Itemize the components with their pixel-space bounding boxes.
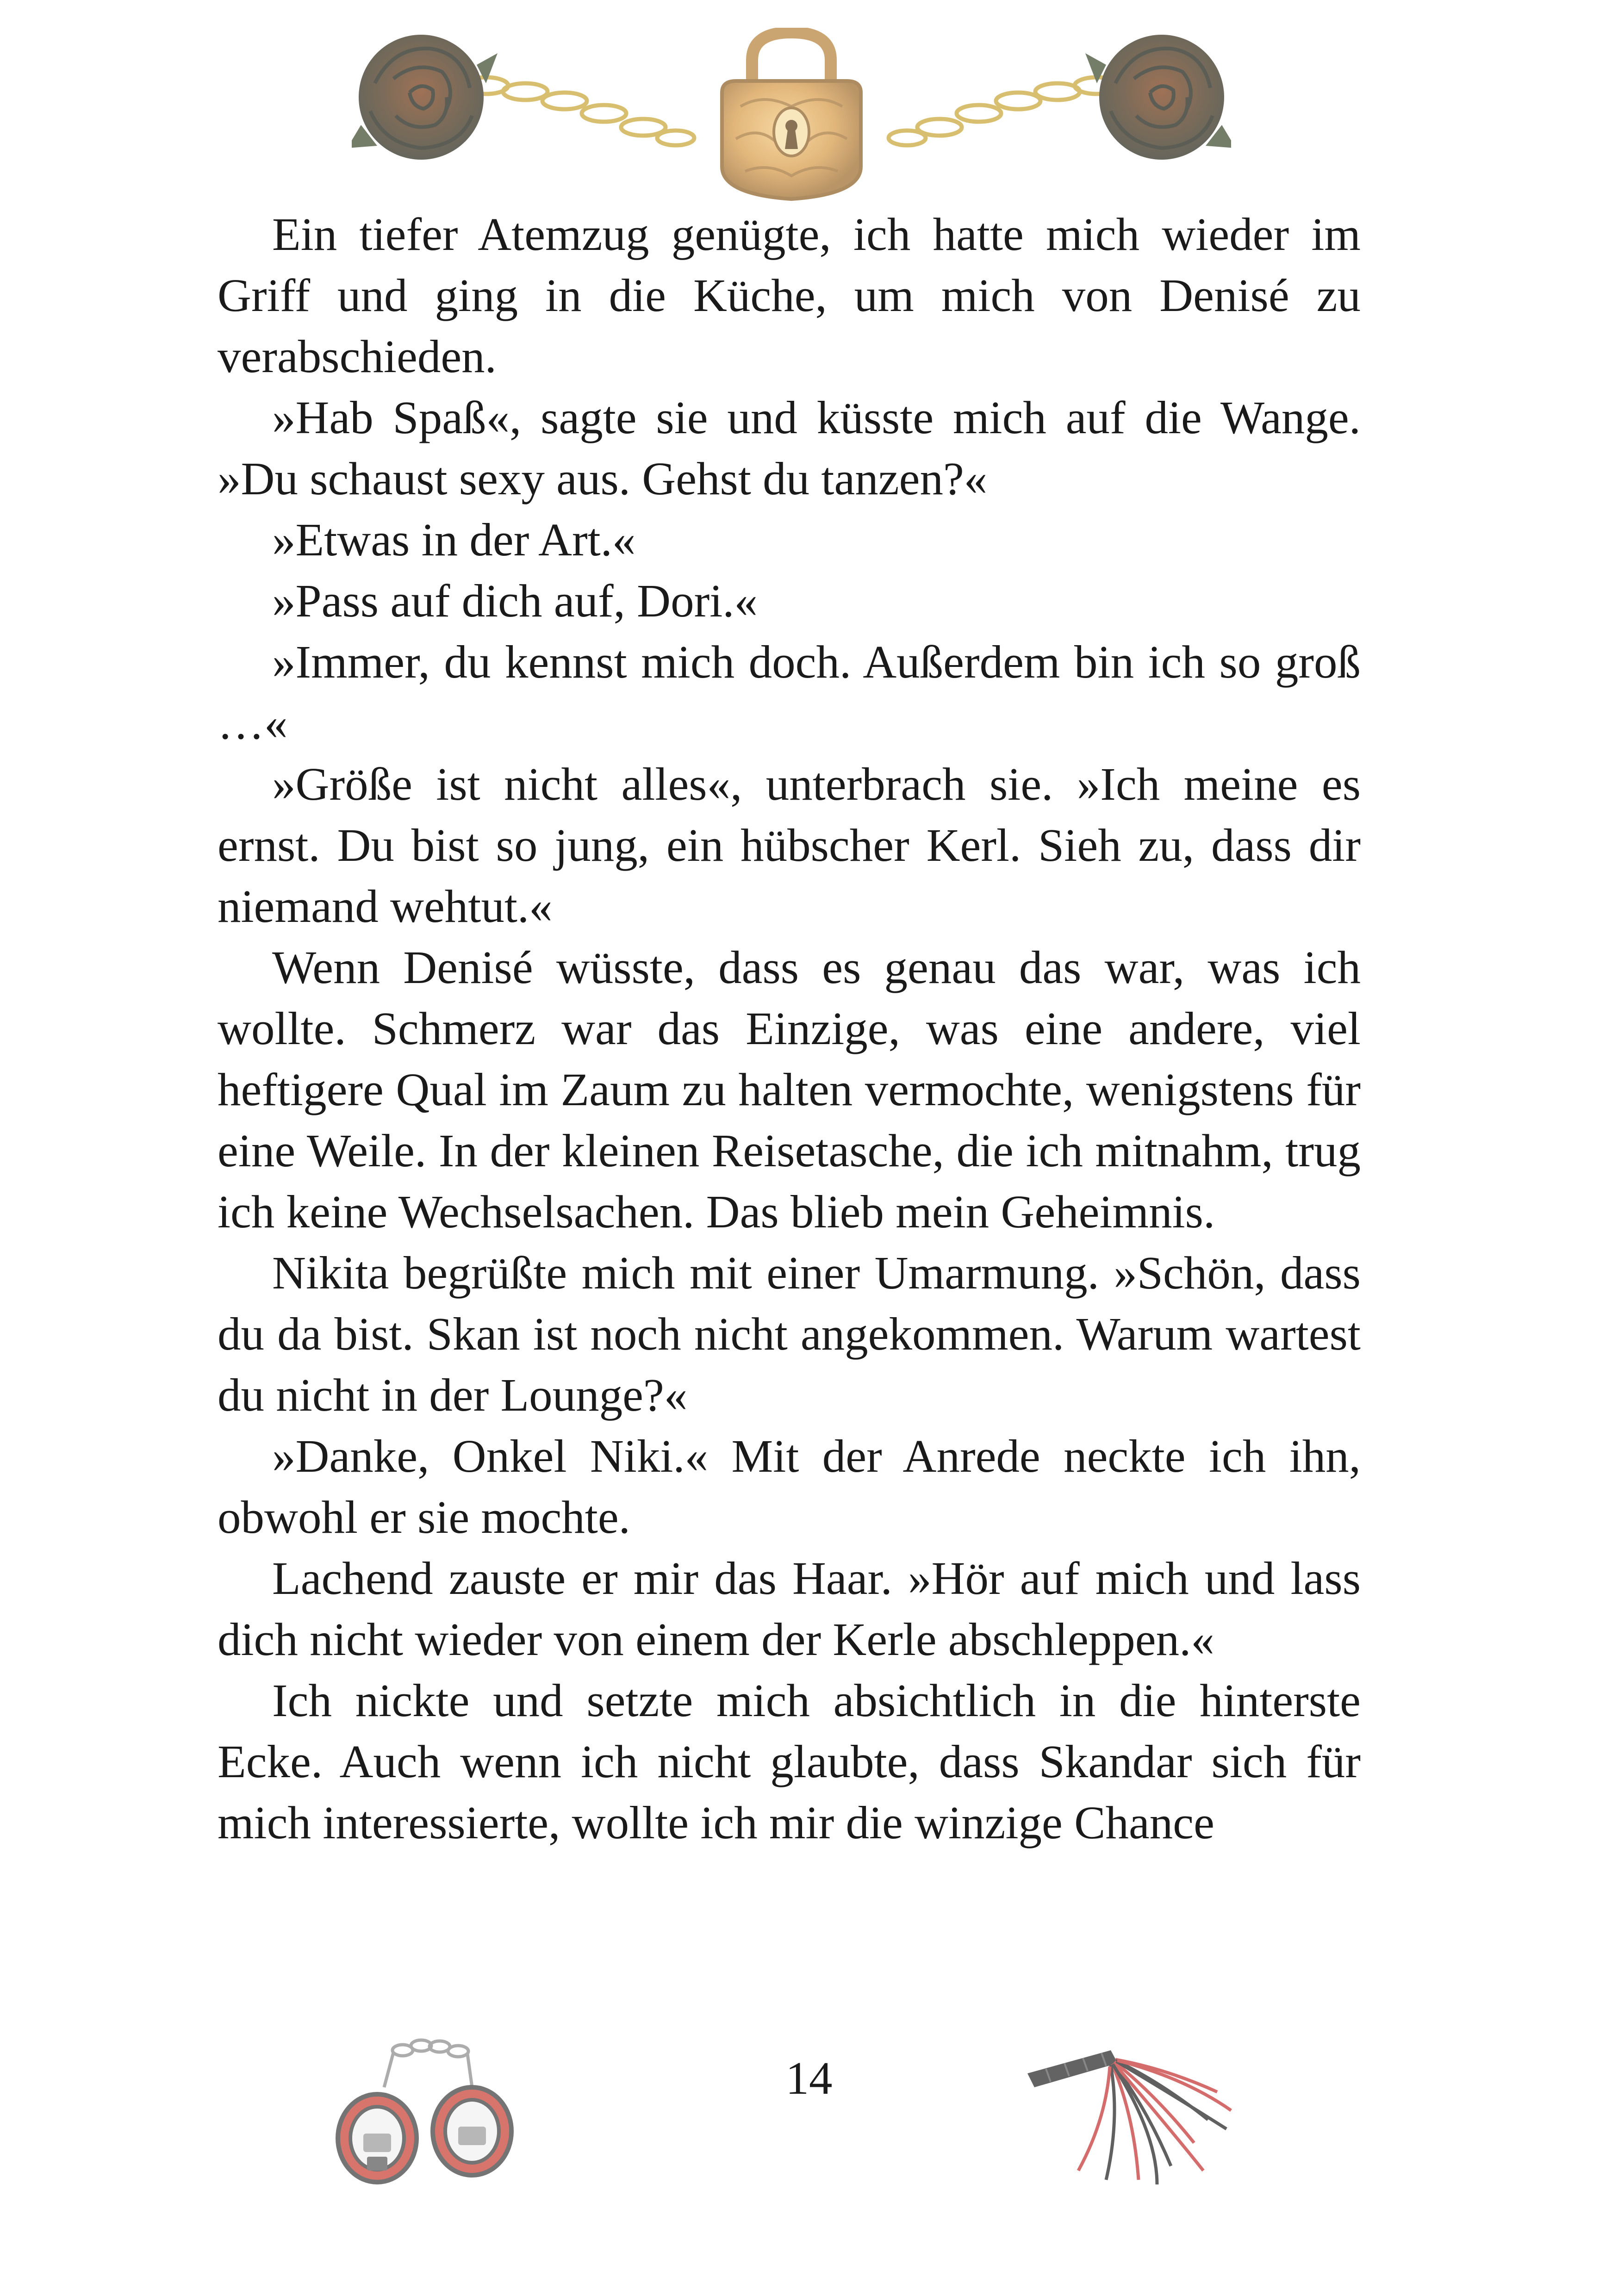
rose-chain-padlock-ornament	[352, 28, 1231, 204]
paragraph: Ein tiefer Atemzug genügte, ich hatte mich wieder im Griff und ging in die Küche, um mich von Denisé zu verabschieden.	[218, 208, 1361, 382]
flogger-handle	[1027, 2050, 1118, 2087]
paragraph: »Etwas in der Art.«	[272, 514, 636, 566]
flogger-tails	[1078, 2060, 1231, 2184]
rose-left-icon	[352, 35, 498, 160]
paragraph: »Danke, Onkel Niki.« Mit der Anrede neckte ich ihn, obwohl er sie mochte.	[218, 1430, 1361, 1543]
page-body	[218, 204, 1361, 1853]
chain-left	[464, 77, 694, 145]
paragraph: »Größe ist nicht alles«, unterbrach sie. »Ich meine es ernst. Du bist so jung, ein hübscher Kerl. Sieh zu, dass dir niemand wehtut.«	[218, 758, 1361, 932]
paragraph: Ich nickte und setzte mich absichtlich in die hinterste Ecke. Auch wenn ich nicht glaubte, dass Skandar sich für mich interessierte, wollte ich mir die winzige Chance	[218, 1674, 1361, 1848]
paragraph: »Hab Spaß«, sagte sie und küsste mich auf die Wange. »Du schaust sexy aus. Gehst du tanzen?«	[218, 392, 1361, 504]
chain-right	[889, 77, 1119, 145]
paragraph: Nikita begrüßte mich mit einer Umarmung. »Schön, dass du da bist. Skan ist noch nicht angekommen. Warum wartest du nicht in der Lounge?«	[218, 1247, 1361, 1421]
paragraph: Lachend zauste er mir das Haar. »Hör auf mich und lass dich nicht wieder von einem der Kerle abschleppen.«	[218, 1552, 1361, 1665]
padlock-icon	[722, 32, 861, 199]
flogger-icon	[1018, 2041, 1236, 2194]
rose-right-icon	[1085, 35, 1231, 160]
cuff-left	[338, 2094, 417, 2182]
paragraph: Wenn Denisé wüsste, dass es genau das war, was ich wollte. Schmerz war das Einzige, was eine andere, viel heftigere Qual im Zaum zu halten vermochte, wenigstens für eine Weile. In der kleinen Reisetasche, die ich mitnahm, trug ich keine Wechselsachen. Das blieb mein Geheimnis.	[218, 941, 1361, 1238]
paragraph: »Pass auf dich auf, Dori.«	[272, 575, 758, 627]
page-number: 14	[785, 2052, 833, 2104]
paragraph: »Immer, du kennst mich doch. Außerdem bin ich so groß …«	[218, 636, 1361, 749]
